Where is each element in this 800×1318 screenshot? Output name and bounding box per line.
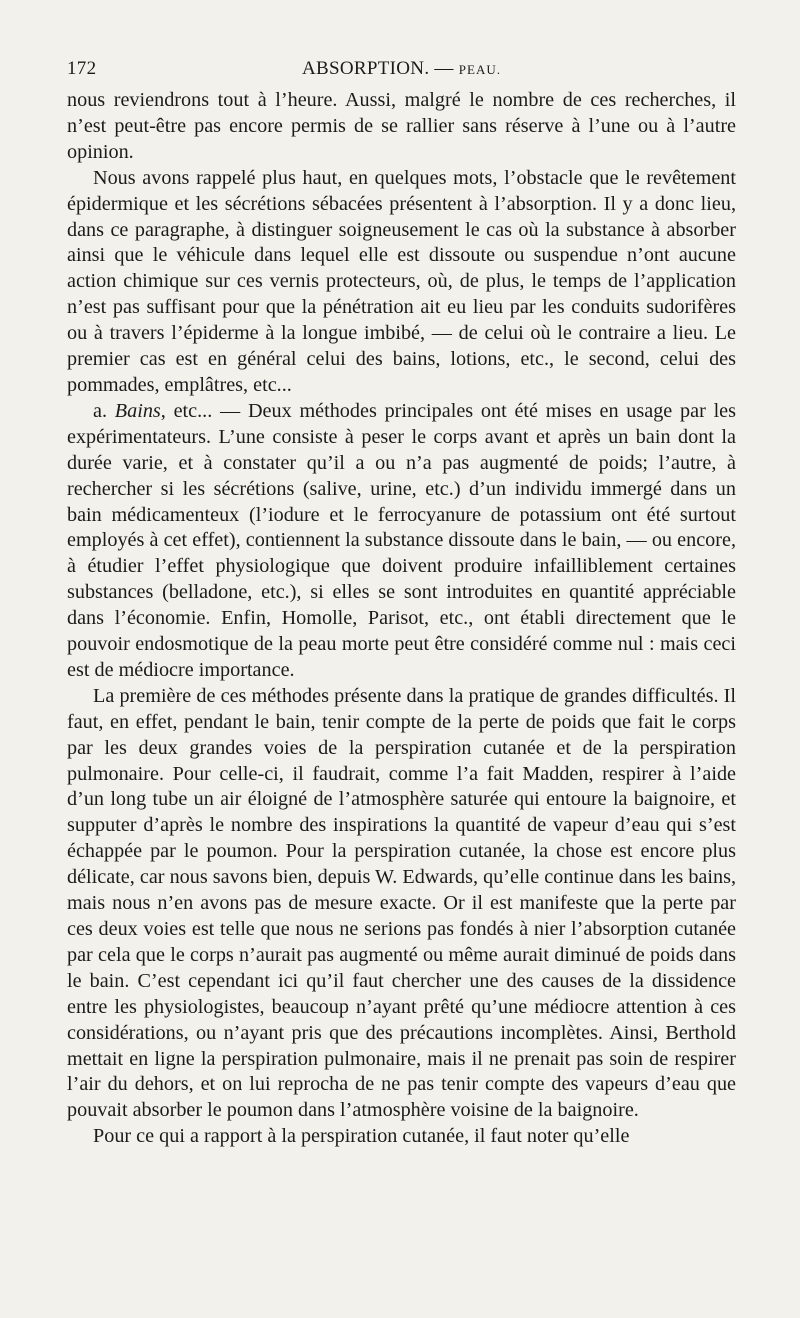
paragraph-bains-text: , etc... — Deux méthodes principales ont été mises en usage par les expérimentateurs. L’une consiste à peser le corps avant et après un bain dont la durée varie, et à constater qu’il a ou n’a pas augmenté de poids; l’autre, à rechercher si les sécrétions (salive, urine, etc.) d’un individu immergé dans un bain médicamenteux (l’iodure et le ferrocyanure de potassium ont été surtout employés à cet effet), contiennent la substance dissoute dans le bain, — ou encore, à étudier l’effet physiologique que doivent produire infailliblement certaines substances (belladone, etc.), si elles se sont introduites en quantité appréciable dans l’économie. Enfin, Homolle, Parisot, etc., ont établi directement que le pouvoir endosmotique de la peau morte peut être considéré comme nul : mais ceci est de médiocre importance. [67,399,736,681]
chapter-title: ABSORPTION. [302,58,430,79]
page-number: 172 [67,58,97,79]
running-header [67,58,736,88]
paragraph-bains [67,399,736,684]
running-title [67,58,736,80]
paragraph-epidermis: Nous avons rappelé plus haut, en quelques mots, l’obstacle que le revêtement épidermique et les sécrétions sébacées présentent à l’absorption. Il y a donc lieu, dans ce paragraphe, à distinguer soigneusement le cas où la substance à absorber ainsi que le véhicule dans lequel elle est dissoute ou suspendue n’ont aucune action chimique sur ces vernis protecteurs, où, de plus, le temps de l’application n’est pas suffisant pour que la pénétration ait eu lieu par les conduits sudorifères ou à travers l’épiderme à la longue imbibé, — de celui où le contraire a lieu. Le premier cas est en général celui des bains, lotions, etc., le second, celui des pommades, emplâtres, etc... [67,166,736,396]
paragraph-continuation: nous reviendrons tout à l’heure. Aussi, malgré le nombre de ces recherches, il n’est peut-être pas encore permis de se rallier sans réserve à l’une ou à l’autre opinion. [67,89,736,163]
list-marker: a. [93,399,115,422]
title-separator: — [429,58,459,79]
paragraph-perspiration: Pour ce qui a rapport à la perspiration cutanée, il faut noter qu’elle [93,1125,630,1148]
section-term: Bains [114,399,161,422]
section-title: PEAU. [458,62,501,77]
body-text [67,88,736,1150]
paragraph-methods: La première de ces méthodes présente dans la pratique de grandes difficultés. Il faut, en effet, pendant le bain, tenir compte de la perte de poids que fait le corps par les deux grandes voies de la perspiration cutanée et de la perspiration pulmonaire. Pour celle-ci, il faudrait, comme l’a fait Madden, respirer à l’aide d’un long tube un air éloigné de l’atmosphère saturée qui entoure la baignoire, et supputer d’après le nombre des inspirations la quantité de vapeur d’eau qui s’est échappée par le poumon. Pour la perspiration cutanée, la chose est encore plus délicate, car nous savons bien, depuis W. Edwards, qu’elle continue dans les bains, mais nous n’en avons pas de mesure exacte. Or il est manifeste que la perte par ces deux voies est telle que nous ne serions pas fondés à nier l’absorption cutanée par cela que le corps n’aurait pas augmenté ou même aurait diminué de poids dans le bain. C’est cependant ici qu’il faut chercher une des causes de la dissidence entre les physiologistes, beaucoup n’ayant prêté qu’une médiocre attention à ces considérations, ou n’ayant pris que des précautions incomplètes. Ainsi, Berthold mettait en ligne la perspiration pulmonaire, mais il ne prenait pas soin de respirer l’air du dehors, et on lui reprocha de ne pas tenir compte des vapeurs d’eau que pouvait absorber le poumon dans l’atmosphère voisine de la baignoire. [67,684,736,1122]
